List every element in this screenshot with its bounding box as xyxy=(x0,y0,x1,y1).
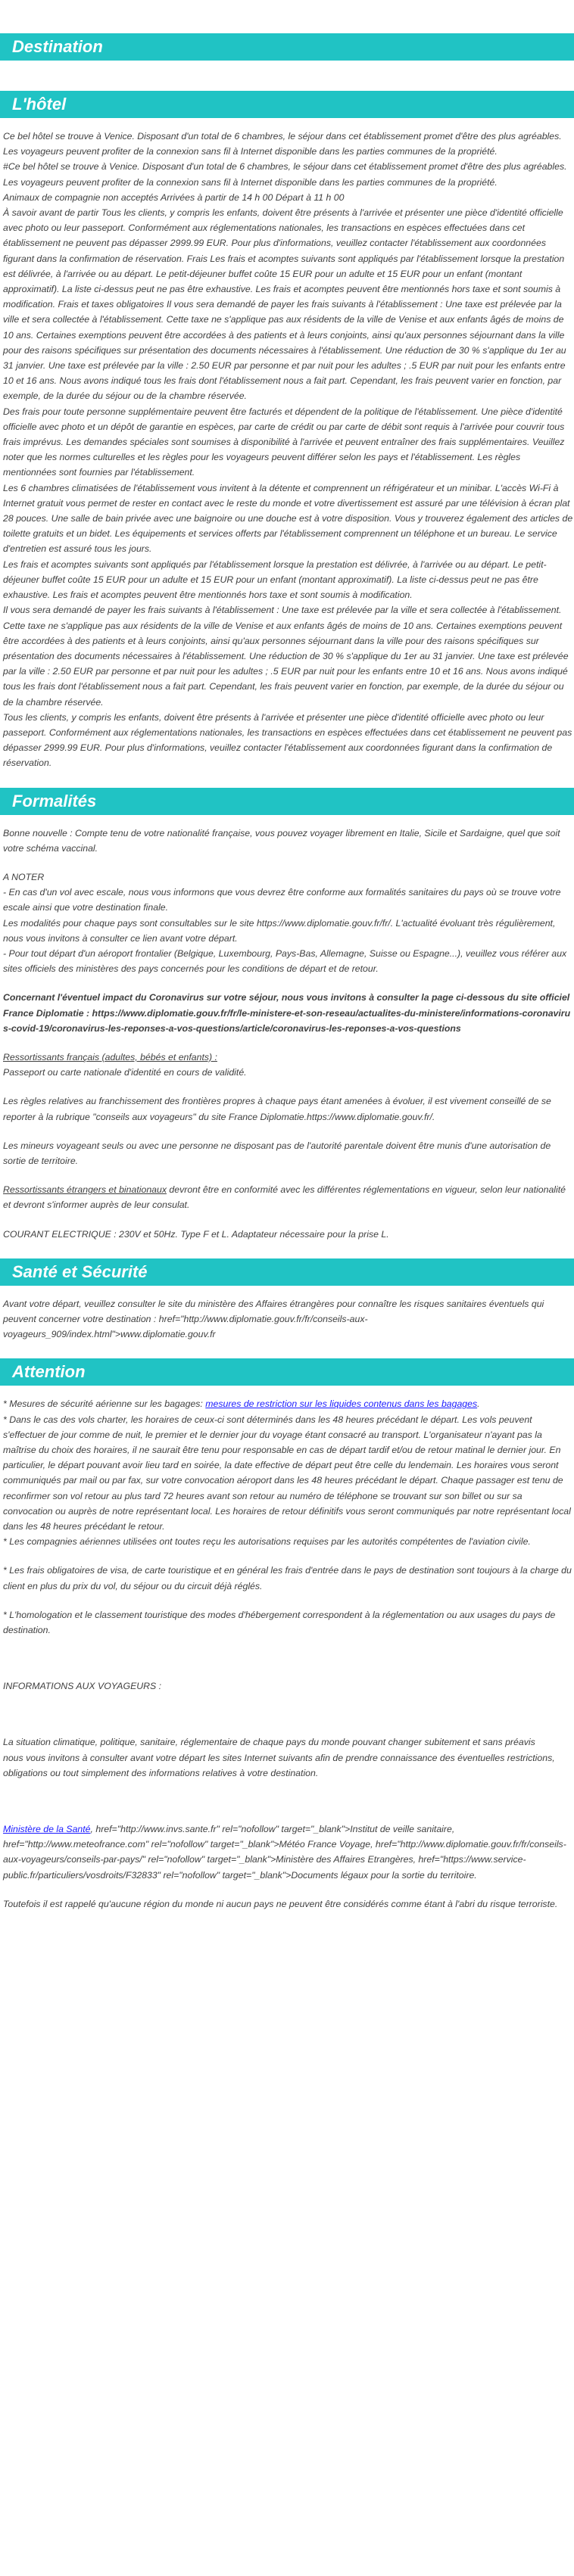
escales-text: * Dans le cas des vols charter, les horaires de ceux-ci sont déterminés dans les 48 heures précédant le départ. Les vols peuvent s'effectuer de jour comme de nuit, le premier et le dernier jour du voyage étant consacré au transport. L'organisateur n'ayant pas la maîtrise du choix des horaires, il ne saurait être tenu pour responsable en cas de départ tardif et/ou de retour matinal le dernier jour. En particulier, le départ pouvant avoir lieu tard en soirée, la date effective de départ peut être celle du lendemain. Les horaires vous seront communiqués par mail ou par fax, sur votre convocation aéroport dans les 48 heures précédant le départ. Chaque passager est tenu de reconfirmer son vol retour au plus tard 72 heures avant son retour au numéro de téléphone se trouvant sur son billet ou sur sa convocation ou auprès de notre représentant local. Les horaires de retour définitifs vous seront communiqués par notre représentant local dans les 48 heures précédant le retour. xyxy=(3,1414,571,1532)
sante-section xyxy=(0,1258,574,1342)
frais-visa-text: * Les frais obligatoires de visa, de carte touristique et en général les frais d'entrée dans le pays de destination sont toujours à la charge du client en plus du prix du vol, du séjour ou du circuit déjà réglés. xyxy=(3,1565,572,1591)
hotel-paragraph: #Ce bel hôtel se trouve à Venice. Disposant d'un total de 6 chambres, le séjour dans cet établissement promet d'être des plus agréables. Les voyageurs peuvent profiter de la connexion sans fil à Internet disponible dans les parties communes de la propriété. xyxy=(3,161,567,188)
links-paragraph xyxy=(3,1822,574,1883)
attention-header: Attention xyxy=(0,1358,574,1386)
etrangers-text: devront être en conformité avec les différentes réglementations en vigueur, selon leur nationalité et devront s'informer auprès de leur consulat. xyxy=(3,1184,566,1211)
bagages-paragraph xyxy=(3,1396,574,1411)
hotel-paragraph: Ce bel hôtel se trouve à Venice. Disposant d'un total de 6 chambres, le séjour dans cet établissement promet d'être des plus agréables. Les voyageurs peuvent profiter de la connexion sans fil à Internet disponible dans les parties communes de la propriété. xyxy=(3,131,562,157)
sante-text: Avant votre départ, veuillez consulter le site du ministère des Affaires étrangères pour connaître les risques sanitaires éventuels qui peuvent concerner votre destination : href="http://www.diplomatie.gouv.fr/fr/conseils-aux-voyageurs_909/index.html">www.diplomatie.gouv.fr xyxy=(3,1298,544,1340)
formalites-section xyxy=(0,788,574,1242)
hotel-paragraph: Des frais pour toute personne supplémentaire peuvent être facturés et dépendent de la politique de l'établissement. Une pièce d'identité officielle avec photo et un dépôt de garantie en espèces, par carte de crédit ou par carte de débit sont requis à l'arrivée pour couvrir tous frais imprévus. Les demandes spéciales sont soumises à disponibilité à l'arrivée et peuvent entraîner des frais supplémentaires. Veuillez noter que les normes culturelles et les règles pour les voyageurs peuvent différer selon les pays et l'établissement. Les règles mentionnées sont fournies par l'établissement. xyxy=(3,406,565,478)
hotel-paragraph: Les frais et acomptes suivants sont appliqués par l'établissement lorsque la prestation est délivrée, à l'arrivée ou au départ. Le petit-déjeuner buffet coûte 15 EUR pour un adulte et 15 EUR pour un enfant (montant approximatif). La liste ci-dessus peut ne pas être exhaustive. Les frais et acomptes peuvent être mentionnés hors taxe et sont soumis à modification. xyxy=(3,558,547,601)
frontieres-text: Les règles relatives au franchissement des frontières propres à chaque pays étant amenées à évoluer, il est vivement conseillé de se reporter à la rubrique "conseils aux voyageurs" du site France Diplomatie.https://www.diplomatie.gouv.fr/. xyxy=(3,1096,551,1122)
sante-header: Santé et Sécurité xyxy=(0,1258,574,1286)
a-noter-line: - En cas d'un vol avec escale, nous vous informons que vous devrez être conforme aux formalités sanitaires du pays où se trouve votre escale ainsi que votre destination finale. xyxy=(3,887,561,913)
destination-section xyxy=(0,33,574,61)
hotel-paragraph: Il vous sera demandé de payer les frais suivants à l'établissement : Une taxe est prélevée par la ville et sera collectée à l'établissement. Cette taxe ne s'applique pas aux résidents de la ville de Venise et aux enfants âgés de moins de 10 ans. Certaines exemptions peuvent être accordées à des patients et à leurs conjoints, ainsi qu'aux personnes séjournant dans la ville pour des raisons spécifiques sur présentation des documents nécessaires à l'établissement. Une réduction de 30 % s'applique du 1er au 31 janvier. Une taxe est prélevée par la ville : 2.50 EUR par personne et par nuit pour les adultes ; .5 EUR par nuit pour les enfants entre 10 et 16 ans. Nous avons indiqué tous les frais dont l'établissement nous a fait part. Cependant, les frais peuvent varier en fonction, par exemple, de la durée du séjour ou de la chambre réservée. xyxy=(3,605,569,708)
etrangers-label: Ressortissants étrangers et binationaux xyxy=(3,1184,167,1196)
hotel-paragraph: À savoir avant de partir Tous les clients, y compris les enfants, doivent être présents à l'arrivée et présenter une pièce d'identité officielle avec photo ou leur passeport. Conformément aux réglementations nationales, les transactions en espèces effectuées dans cet établissement ne peuvent pas dépasser 2999.99 EUR. Pour plus d'informations, veuillez contacter l'établissement aux coordonnées figurant dans la confirmation de réservation. Frais Les frais et acomptes suivants sont appliqués par l'établissement lorsque la prestation est délivrée, à l'arrivée ou au départ. Le petit-déjeuner buffet coûte 15 EUR pour un adulte et 15 EUR pour un enfant (montant approximatif). La liste ci-dessus peut ne pas être exhaustive. Les frais et acomptes peuvent être mentionnés hors taxe et sont soumis à modification. Frais et taxes obligatoires Il vous sera demandé de payer les frais suivants à l'établissement : Une taxe est prélevée par la ville et sera collectée à l'établissement. Cette taxe ne s'applique pas aux résidents de la ville de Venise et aux enfants âgés de moins de 10 ans. Certaines exemptions peuvent être accordées à des patients et à leurs conjoints, ainsi qu'aux personnes séjournant dans la ville pour des raisons spécifiques sur présentation des documents nécessaires à l'établissement. Une réduction de 30 % s'applique du 1er au 31 janvier. Une taxe est prélevée par la ville : 2.50 EUR par personne et par nuit pour les adultes ; .5 EUR par nuit pour les enfants entre 10 et 16 ans. Nous avons indiqué tous les frais dont l'établissement nous a fait part. Cependant, les frais peuvent varier en fonction, par exemple, de la durée du séjour ou de la chambre réservée. xyxy=(3,207,566,402)
a-noter-line: - Pour tout départ d'un aéroport frontalier (Belgique, Luxembourg, Pays-Bas, Allemagne, Suisse ou Espagne...), veuillez vous référer aux sites officiels des ministères des pays concernés pour les conditions de départ et de retour. xyxy=(3,947,567,975)
homologation-text: * L'homologation et le classement touristique des modes d'hébergement correspondent à la réglementation ou aux usages du pays de destination. xyxy=(3,1609,556,1636)
compagnies-text: * Les compagnies aériennes utilisées ont toutes reçu les autorisations requises par les autorités compétentes de l'aviation civile. xyxy=(3,1536,531,1548)
ministere-sante-link[interactable]: Ministère de la Santé xyxy=(3,1824,91,1835)
attention-content xyxy=(0,1396,574,1912)
situation-text: La situation climatique, politique, sanitaire, réglementaire de chaque pays du monde pouvant changer subitement et sans préavis nous vous invitons à consulter avant votre départ les sites Internet suivants afin de prendre connaissance des éventuelles restrictions, obligations ou tout simplement des informations relatives à votre destination. xyxy=(3,1737,555,1778)
a-noter-label: A NOTER xyxy=(3,871,45,882)
formalites-content xyxy=(0,826,574,1242)
hotel-content xyxy=(0,129,574,771)
etrangers-paragraph xyxy=(3,1182,574,1212)
terrorisme-text: Toutefois il est rappelé qu'aucune région du monde ni aucun pays ne peuvent être considérés comme étant à l'abri du risque terroriste. xyxy=(3,1898,558,1909)
hotel-header: L'hôtel xyxy=(0,91,574,118)
liquides-restriction-link[interactable]: mesures de restriction sur les liquides contenus dans les bagages xyxy=(205,1398,478,1410)
hotel-paragraph: Tous les clients, y compris les enfants, doivent être présents à l'arrivée et présenter une pièce d'identité officielle avec photo ou leur passeport. Conformément aux réglementations nationales, les transactions en espèces effectuées dans cet établissement ne peuvent pas dépasser 2999.99 EUR. Pour plus d'informations, veuillez contacter l'établissement aux coordonnées figurant dans la confirmation de réservation. xyxy=(3,711,572,769)
attention-section xyxy=(0,1358,574,1912)
links-text: , href="http://www.invs.sante.fr" rel="nofollow" target="_blank">Institut de veille sanitaire, href="http://www.meteofrance.com" rel="nofollow" target="_blank">Météo France Voyage, href="http://www.diplomatie.gouv.fr/fr/conseils-aux-voyageurs/conseils-par-pays/" rel="nofollow" target="_blank">Ministère des Affaires Etrangères, href="https://www.service-public.fr/particuliers/vosdroits/F32833" rel="nofollow" target="_blank">Documents légaux pour la sortie du territoire. xyxy=(3,1824,566,1881)
mineurs-text: Les mineurs voyageant seuls ou avec une personne ne disposant pas de l'autorité parentale doivent être munis d'une autorisation de sortie de territoire. xyxy=(3,1140,551,1166)
sante-content xyxy=(0,1296,574,1342)
infos-voyageurs-label: INFORMATIONS AUX VOYAGEURS : xyxy=(3,1681,162,1692)
hotel-section xyxy=(0,91,574,771)
formalites-header: Formalités xyxy=(0,788,574,815)
courant-electrique-text: COURANT ELECTRIQUE : 230V et 50Hz. Type F et L. Adaptateur nécessaire pour la prise L. xyxy=(3,1228,389,1240)
destination-header: Destination xyxy=(0,33,574,61)
ressortissants-fr-label: Ressortissants français (adultes, bébés et enfants) : xyxy=(3,1051,217,1062)
ressortissants-fr-text: Passeport ou carte nationale d'identité en cours de validité. xyxy=(3,1067,247,1078)
top-spacer xyxy=(0,0,574,33)
hotel-paragraph: Les 6 chambres climatisées de l'établissement vous invitent à la détente et comprennent un réfrigérateur et un minibar. L'accès Wi-Fi à Internet gratuit vous permet de rester en contact avec le reste du monde et votre divertissement est assuré par une télévision à écran plat 28 pouces. Une salle de bain privée avec une baignoire ou une douche est à votre disposition. Vous y trouverez également des articles de toilette gratuits et un bidet. Les équipements et services offerts par l'établissement comprennent un téléphone et un bureau. Le service d'entretien est assuré tous les jours. xyxy=(3,482,573,555)
formalites-intro: Bonne nouvelle : Compte tenu de votre nationalité française, vous pouvez voyager librement en Italie, Sicile et Sardaigne, quel que soit votre schéma vaccinal. xyxy=(3,827,560,854)
bagages-prefix: * Mesures de sécurité aérienne sur les bagages: xyxy=(3,1398,206,1410)
bagages-suffix: . xyxy=(477,1398,480,1410)
hotel-paragraph: Animaux de compagnie non acceptés Arrivées à partir de 14 h 00 Départ à 11 h 00 xyxy=(3,191,345,203)
a-noter-line: Les modalités pour chaque pays sont consultables sur le site https://www.diplomatie.gouv.fr/fr/. L'actualité évoluant très régulièrement, nous vous invitons à consulter ce lien avant votre départ. xyxy=(3,917,556,944)
coronavirus-notice: Concernant l'éventuel impact du Coronavirus sur votre séjour, nous vous invitons à consulter la page ci-dessous du site officiel France Diplomatie : https://www.diplomatie.gouv.fr/fr/le-ministere-et-son-reseau/actualites-du-ministere/informations-coronavirus-covid-19/coronavirus-les-reponses-a-vos-questions/article/coronavirus-les-reponses-a-vos-questions xyxy=(3,992,571,1034)
